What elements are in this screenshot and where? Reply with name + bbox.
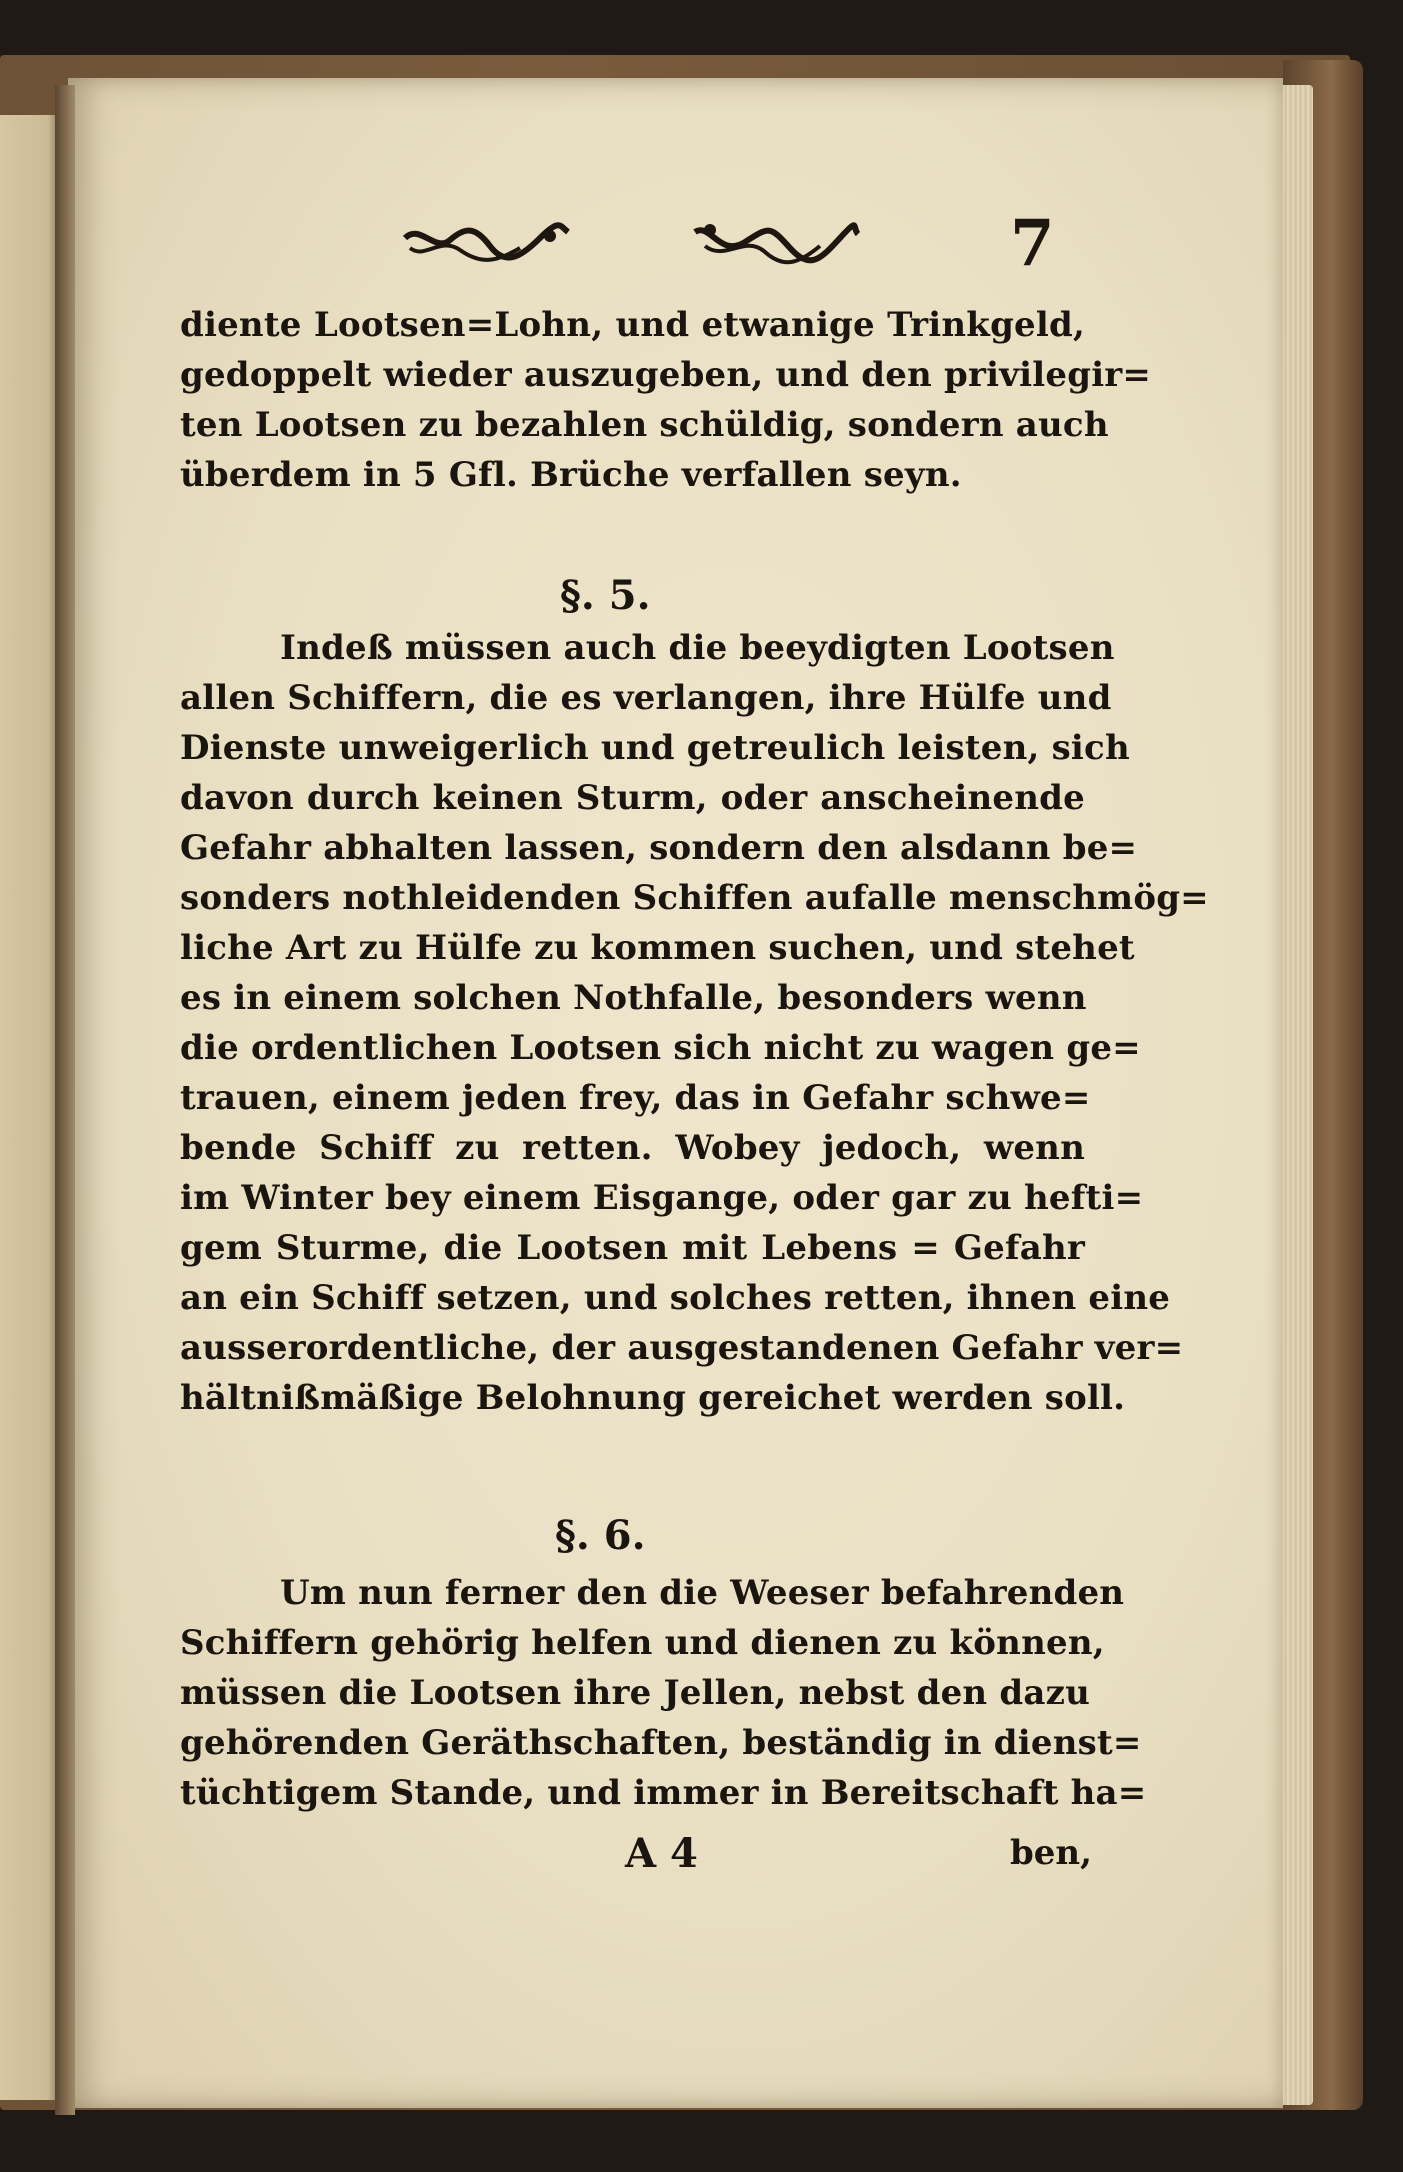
section-5-heading: §. 5. [560, 572, 651, 619]
text-line: Gefahr abhalten lassen, sondern den alsdann be= [180, 828, 1138, 868]
text-line: allen Schiffern, die es verlangen, ihre Hülfe und [180, 678, 1112, 718]
left-page-edge [0, 115, 60, 2100]
signature-mark: A 4 [625, 1830, 698, 1877]
text-line: tüchtigem Stande, und immer in Bereitschaft ha= [180, 1773, 1147, 1813]
text-line: liche Art zu Hülfe zu kommen suchen, und stehet [180, 928, 1135, 968]
ornament-icon [690, 218, 860, 268]
text-line: Dienste unweigerlich und getreulich leisten, sich [180, 728, 1130, 768]
text-line: gehörenden Geräthschaften, beständig in dienst= [180, 1723, 1142, 1763]
ornament-icon [400, 218, 570, 268]
text-line: die ordentlichen Lootsen sich nicht zu wagen ge= [180, 1028, 1141, 1068]
text-line: Schiffern gehörig helfen und dienen zu können, [180, 1623, 1105, 1663]
page-header [400, 206, 1100, 281]
book-gutter [55, 85, 75, 2115]
text-line: davon durch keinen Sturm, oder anscheinende [180, 778, 1085, 818]
page-number: 7 [1010, 206, 1055, 281]
text-line: Um nun ferner den die Weeser befahrenden [280, 1573, 1125, 1613]
text-line: ausserordentliche, der ausgestandenen Gefahr ver= [180, 1328, 1184, 1368]
section-5-text [180, 623, 1209, 1423]
text-line: es in einem solchen Nothfalle, besonders wenn [180, 978, 1087, 1018]
text-line: überdem in 5 Gfl. Brüche verfallen seyn. [180, 455, 962, 495]
text-line: gedoppelt wieder auszugeben, und den privilegir= [180, 355, 1152, 395]
text-line: bende Schiff zu retten. Wobey jedoch, wenn [180, 1128, 1085, 1168]
text-line: an ein Schiff setzen, und solches retten, ihnen eine [180, 1278, 1171, 1318]
text-line: trauen, einem jeden frey, das in Gefahr schwe= [180, 1078, 1091, 1118]
text-line: im Winter bey einem Eisgange, oder gar zu hefti= [180, 1178, 1144, 1218]
text-line: diente Lootsen=Lohn, und etwanige Trinkgeld, [180, 305, 1085, 345]
section-6-heading: §. 6. [555, 1512, 646, 1559]
paragraph-continuation [180, 300, 1152, 500]
catchword: ben, [1010, 1833, 1092, 1873]
text-line: Indeß müssen auch die beeydigten Lootsen [280, 628, 1115, 668]
section-6-text [180, 1568, 1147, 1818]
text-line: hältnißmäßige Belohnung gereichet werden soll. [180, 1378, 1126, 1418]
text-line: sonders nothleidenden Schiffen aufalle menschmög= [180, 878, 1209, 918]
text-line: ten Lootsen zu bezahlen schüldig, sondern auch [180, 405, 1109, 445]
page-leaves [1283, 85, 1313, 2105]
text-line: gem Sturme, die Lootsen mit Lebens = Gefahr [180, 1228, 1085, 1268]
text-line: müssen die Lootsen ihre Jellen, nebst den dazu [180, 1673, 1091, 1713]
